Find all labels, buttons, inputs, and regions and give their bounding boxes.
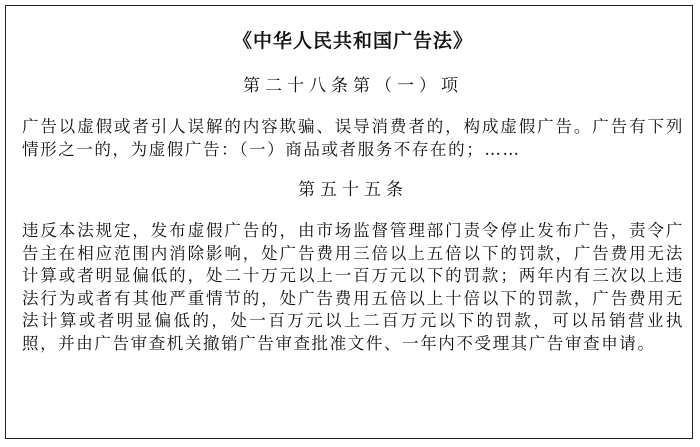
article-55-heading: 第五十五条: [298, 180, 408, 200]
article-28-heading: 第二十八条第（一）项: [243, 76, 463, 96]
article-28-text: 广告以虚假或者引人误解的内容欺骗、误导消费者的，构成虚假广告。广告有下列情形之一的，为虚假广告：（一）商品或者服务不存在的；……: [22, 117, 684, 159]
article-55-text: 违反本法规定，发布虚假广告的，由市场监督管理部门责令停止发布广告，责令广告主在相应范围内消除影响，处广告费用三倍以上五倍以下的罚款，广告费用无法计算或者明显偏低的，处二十万元以上一百万元以下的罚款；两年内有三次以上违法行为或者有其他严重情节的，处广告费用五倍以上十倍以下的罚款，广告费用无法计算或者明显偏低的，处一百万元以上二百万元以下的罚款，可以吊销营业执照，并由广告审查机关撤销广告审查批准文件、一年内不受理其广告审查申请。: [22, 221, 684, 353]
document-frame: [5, 5, 693, 439]
law-title: 《中华人民共和国广告法》: [232, 30, 473, 52]
